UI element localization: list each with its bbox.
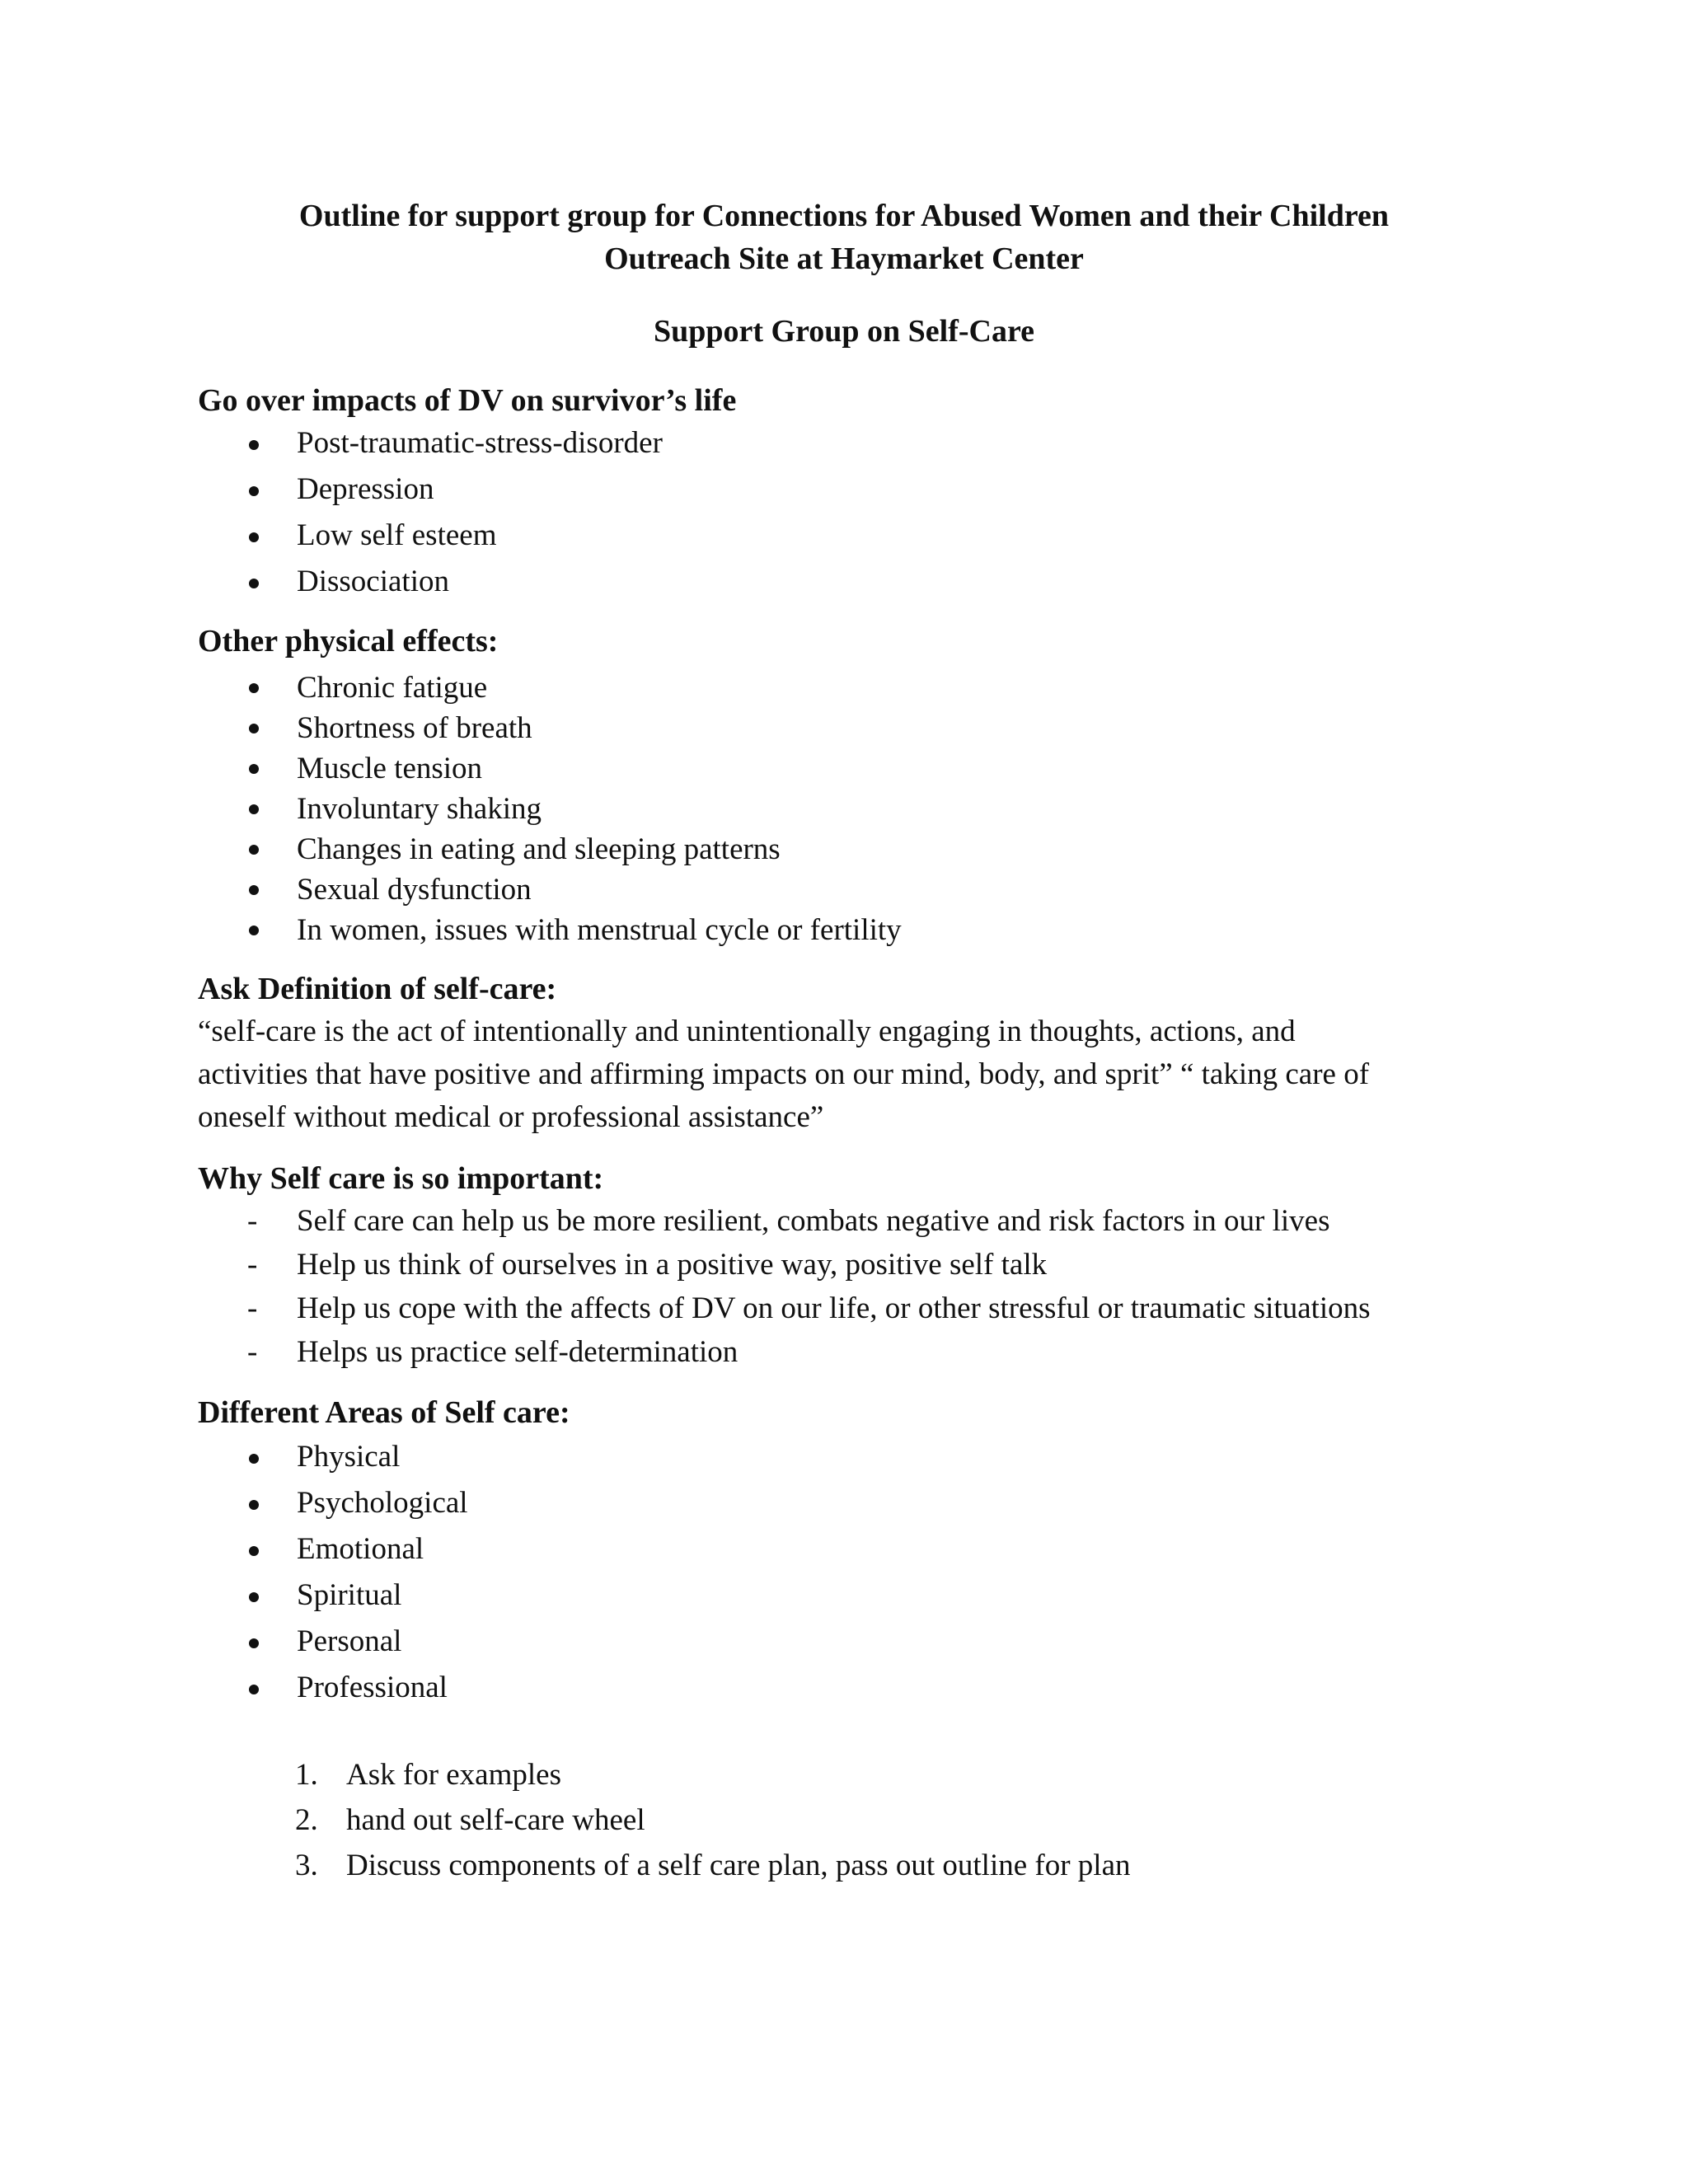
list-item: Low self esteem [198,514,663,560]
list-item: - Help us think of ourselves in a positive way, positive self talk [198,1244,1371,1287]
heading-impacts: Go over impacts of DV on survivor’s life [198,383,737,418]
paragraph-line: activities that have positive and affirming impacts on our mind, body, and sprit” “ taking care of [198,1057,1370,1091]
bullet-icon [249,683,259,693]
step-number: 1. [295,1758,318,1792]
list-item: Chronic fatigue [198,668,902,708]
list-item: - Help us cope with the affects of DV on our life, or other stressful or traumatic situations [198,1287,1371,1331]
physical-list [198,668,902,950]
bullet-icon [249,579,259,588]
list-item: Sexual dysfunction [198,869,902,910]
dash-icon: - [247,1248,258,1282]
dash-icon: - [247,1335,258,1369]
bullet-icon [249,440,259,450]
heading-definition: Ask Definition of self-care: [198,972,557,1006]
list-item: - Helps us practice self-determination [198,1331,1371,1375]
dash-icon: - [247,1204,258,1238]
bullet-icon [249,1685,259,1694]
list-item: Shortness of breath [198,708,902,748]
bullet-icon [249,885,259,895]
bullet-icon [249,1500,259,1510]
title-line-1: Outline for support group for Connections for Abused Women and their Children [298,199,1390,233]
areas-list [198,1436,468,1713]
paragraph-line: “self-care is the act of intentionally and unintentionally engaging in thoughts, actions, and [198,1015,1296,1048]
list-item: 3. Discuss components of a self care plan, pass out outline for plan [198,1843,1131,1888]
step-number: 2. [295,1803,318,1837]
list-item: - Self care can help us be more resilient, combats negative and risk factors in our lives [198,1200,1371,1244]
bullet-icon [249,486,259,496]
definition-paragraph [198,1010,1492,1139]
bullet-icon [249,804,259,814]
bullet-icon [249,1638,259,1648]
bullet-icon [249,1454,259,1464]
step-number: 3. [295,1849,318,1882]
list-item: Post-traumatic-stress-disorder [198,422,663,468]
dash-icon: - [247,1291,258,1325]
bullet-icon [249,764,259,774]
list-item: Dissociation [198,560,663,607]
bullet-icon [249,724,259,733]
list-item: Emotional [198,1528,468,1574]
list-item: Depression [198,468,663,514]
steps-list [198,1752,1131,1888]
bullet-icon [249,532,259,542]
bullet-icon [249,926,259,935]
list-item: 2. hand out self-care wheel [198,1797,1131,1843]
heading-why: Why Self care is so important: [198,1161,604,1196]
list-item: Muscle tension [198,748,902,789]
why-list [198,1200,1371,1375]
list-item: Involuntary shaking [198,789,902,829]
bullet-icon [249,1546,259,1556]
title-line-2: Outreach Site at Haymarket Center [604,241,1084,276]
bullet-icon [249,1592,259,1602]
heading-physical: Other physical effects: [198,624,499,658]
list-item: In women, issues with menstrual cycle or fertility [198,910,902,950]
document-title [0,194,1688,280]
impacts-list [198,422,663,607]
paragraph-line: oneself without medical or professional assistance” [198,1100,824,1134]
list-item: Professional [198,1666,468,1713]
list-item: Psychological [198,1482,468,1528]
list-item: Spiritual [198,1574,468,1620]
list-item: Changes in eating and sleeping patterns [198,829,902,869]
list-item: Physical [198,1436,468,1482]
list-item: Personal [198,1620,468,1666]
bullet-icon [249,845,259,855]
document-subtitle: Support Group on Self-Care [653,314,1035,349]
list-item: 1. Ask for examples [198,1752,1131,1797]
heading-areas: Different Areas of Self care: [198,1395,570,1430]
